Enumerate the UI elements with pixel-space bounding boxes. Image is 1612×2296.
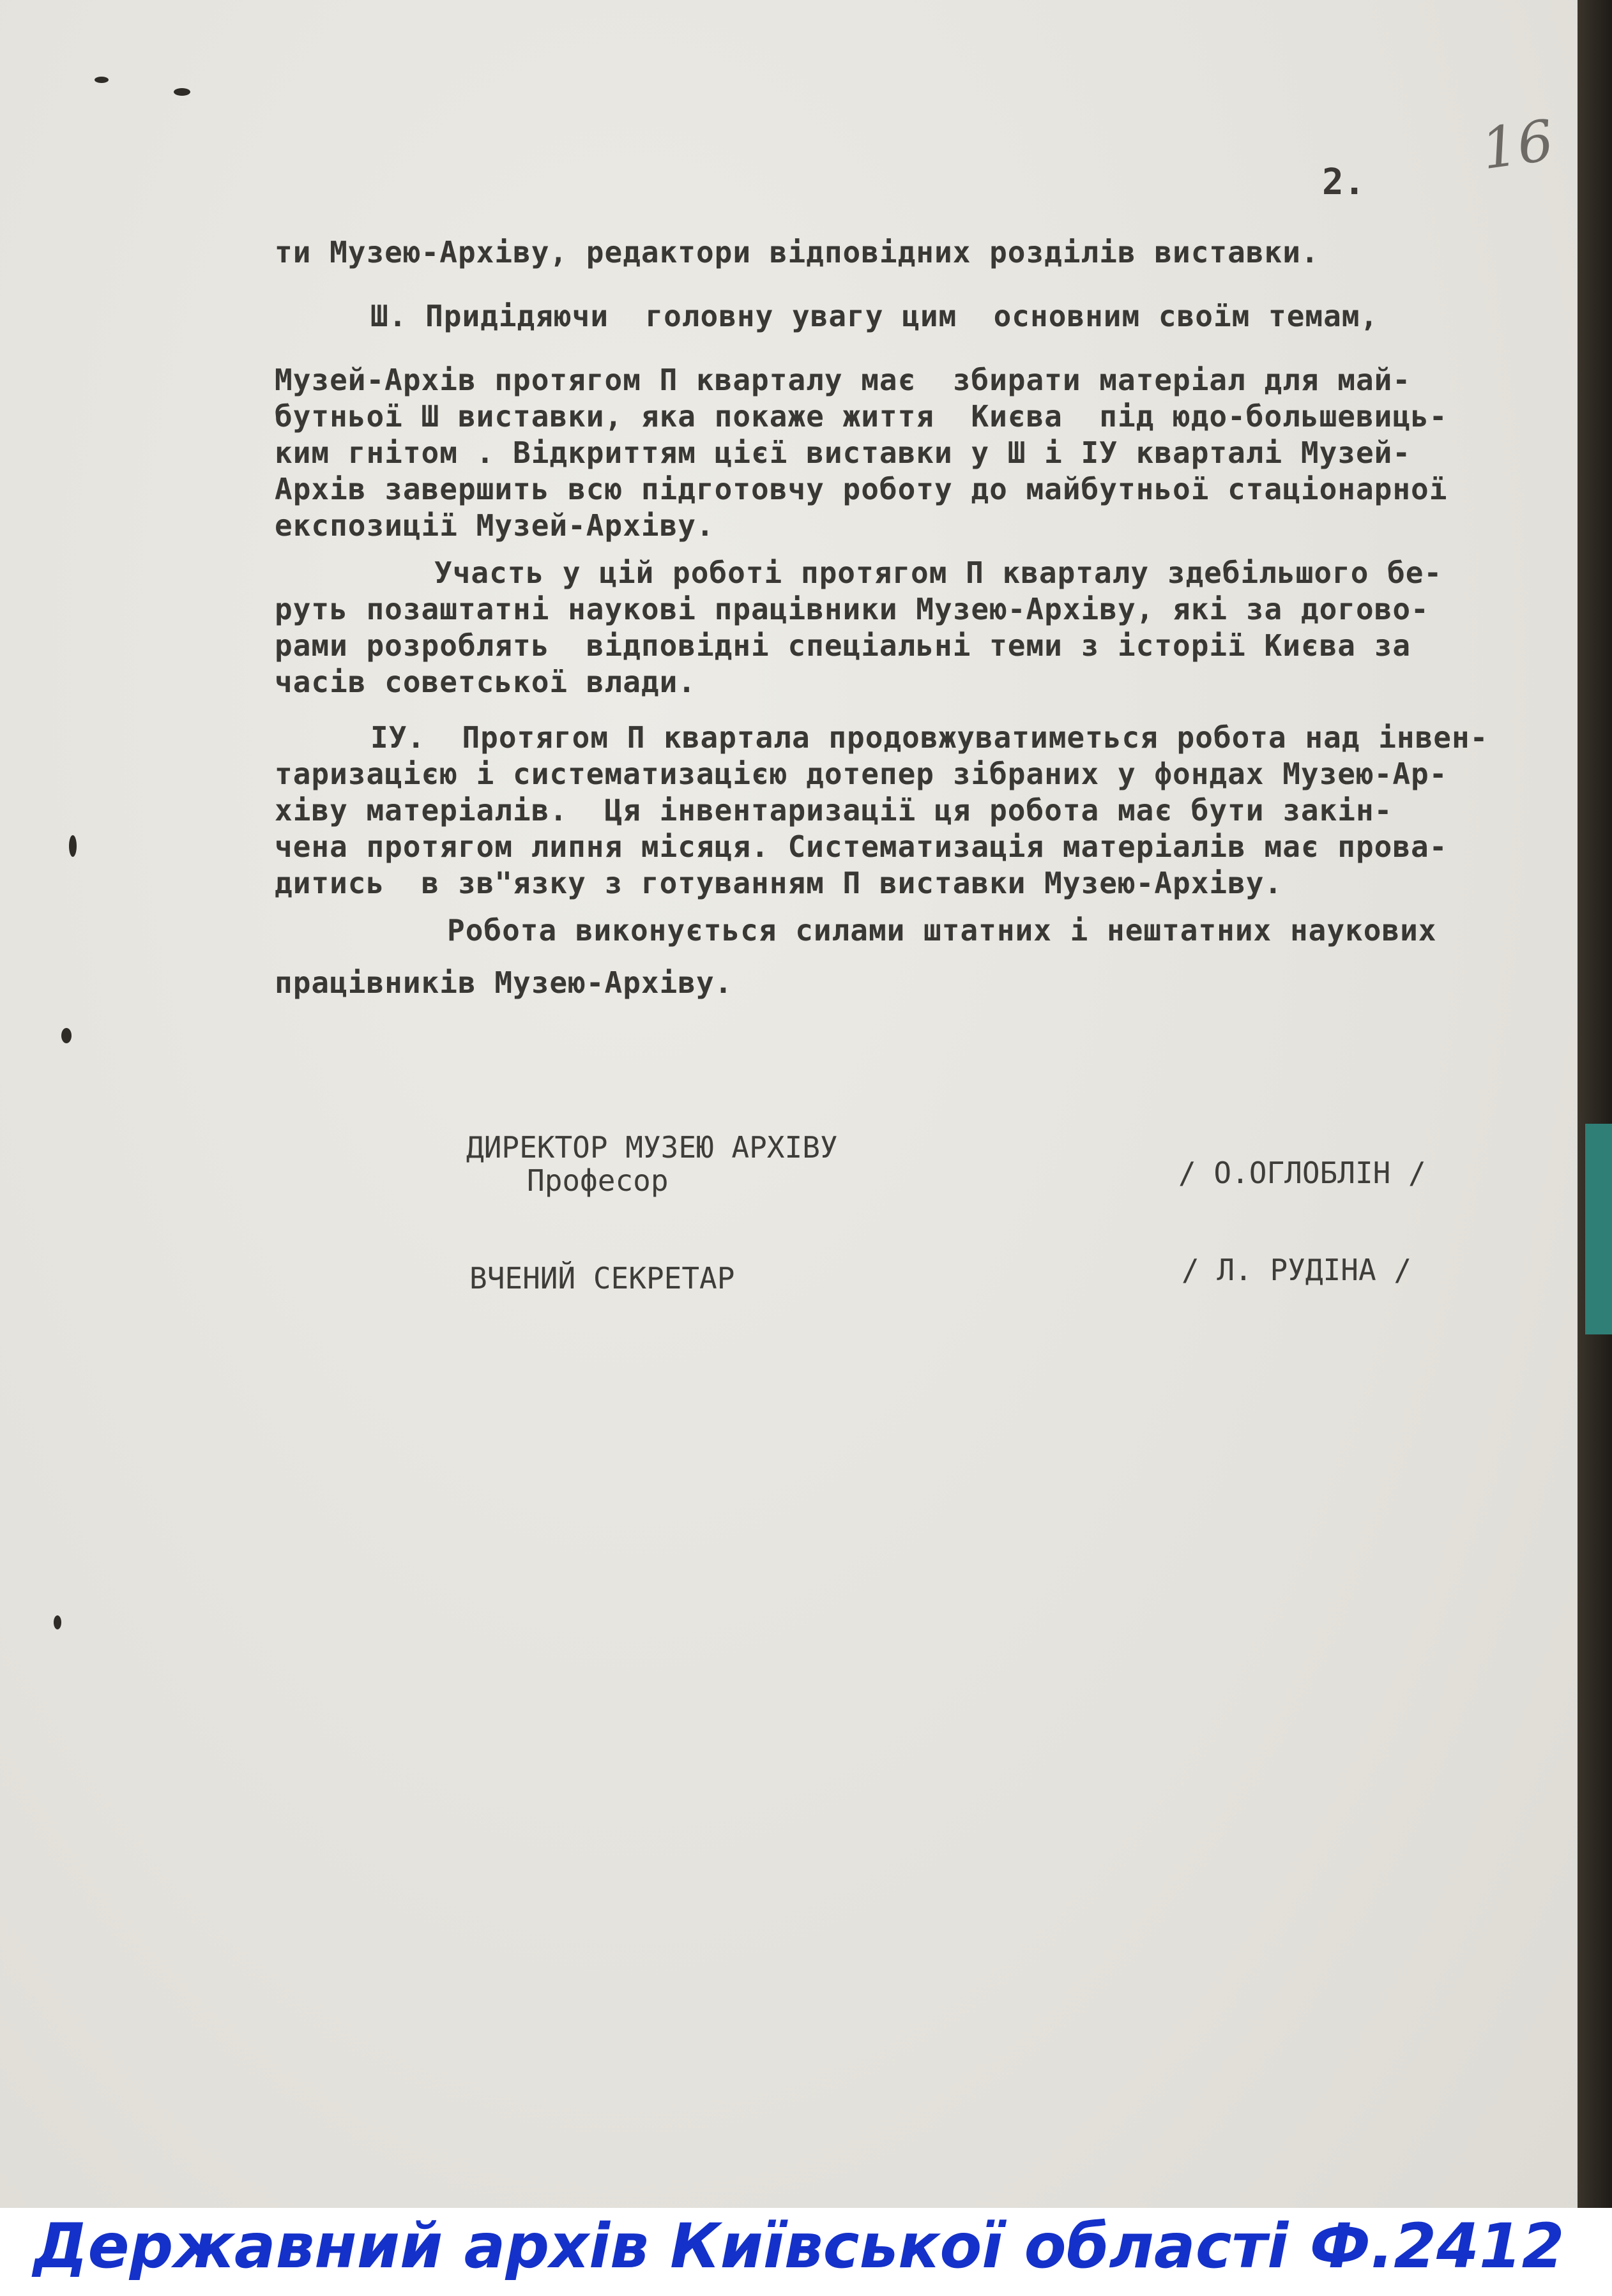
body-line: чена протягом липня місяця. Систематизація матеріалів має прова- (275, 829, 1448, 864)
scan-speck (174, 88, 190, 96)
body-line: Робота виконується силами штатних і нештатних наукових (447, 913, 1437, 948)
director-name: / О.ОГЛОБЛІН / (1178, 1156, 1426, 1190)
archive-caption: Державний архів Київської області Ф.2412 (33, 2210, 1565, 2282)
body-line: ким гнітом . Відкриттям цієї виставки у Ш і ІУ кварталі Музей- (275, 435, 1411, 470)
body-line: ІУ. Протягом П квартала продовжуватиметься робота над інвен- (370, 720, 1489, 755)
body-line: руть позаштатні наукові працівники Музею-Архіву, які за догово- (275, 592, 1429, 626)
body-line: Архів завершить всю підготовчу роботу до майбутньої стаціонарної (275, 472, 1448, 506)
page-number: 2. (1322, 162, 1365, 203)
body-line: часів советської влади. (275, 665, 696, 699)
body-line: рами розроблять відповідні спеціальні теми з історії Києва за (275, 628, 1411, 663)
director-rank: Професор (527, 1163, 669, 1198)
binding-hole-mark (54, 1615, 61, 1629)
body-line: Ш. Придідяючи головну увагу цим основним своїм темам, (370, 299, 1379, 333)
secretary-name: / Л. РУДІНА / (1182, 1253, 1412, 1287)
binding-hole-mark (69, 835, 77, 857)
scan-speck (95, 77, 109, 83)
body-line: Музей-Архів протягом П кварталу має збирати матеріал для май- (275, 363, 1411, 397)
secretary-title: ВЧЕНИЙ СЕКРЕТАР (469, 1261, 735, 1295)
body-line: Участь у цій роботі протягом П кварталу здебільшого бе- (434, 555, 1443, 590)
body-line: таризацією і систематизацією дотепер зібраних у фондах Музею-Ар- (275, 757, 1448, 791)
director-title: ДИРЕКТОР МУЗЕЮ АРХІВУ (466, 1130, 838, 1165)
body-line: працівників Музею-Архіву. (275, 965, 733, 1000)
body-line: дитись в зв"язку з готуванням П виставки Музею-Архіву. (275, 866, 1283, 900)
body-line: бутньої Ш виставки, яка покаже життя Києва під юдо-большевиць- (275, 399, 1448, 434)
body-line: експозиції Музей-Архіву. (275, 508, 715, 543)
folio-note: 16 (1477, 107, 1558, 183)
body-line: ти Музею-Архіву, редактори відповідних розділів виставки. (275, 235, 1319, 269)
binding-hole-mark (61, 1028, 72, 1043)
body-line: хіву матеріалів. Ця інвентаризації ця робота має бути закін- (275, 793, 1393, 827)
scan-marker (1585, 1124, 1612, 1334)
